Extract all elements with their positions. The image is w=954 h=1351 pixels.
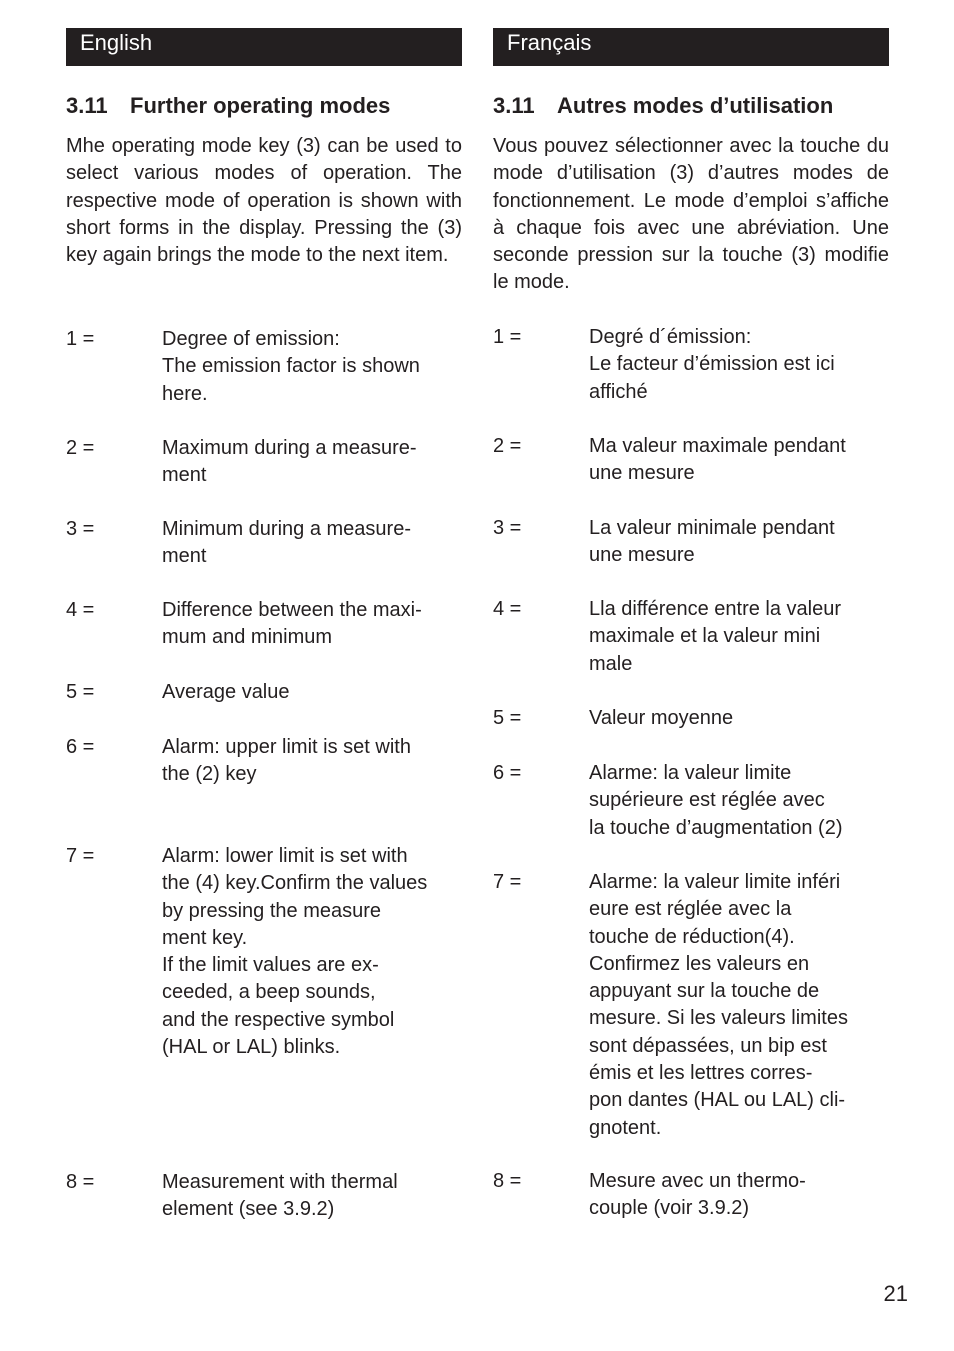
mode-item-line: Confirmez les valeurs en [589, 952, 810, 975]
mode-item [66, 679, 462, 706]
mode-item-description [162, 516, 462, 571]
mode-item-line: ment [162, 545, 207, 568]
mode-item-line: Mesure avec un thermo- [589, 1170, 806, 1192]
mode-item-line: sont dépassées, un bip est [589, 1034, 827, 1057]
mode-item-line: affiché [589, 380, 648, 403]
mode-item-line: maximale et la valeur mini [589, 625, 821, 648]
mode-item-line: Measurement with thermal [162, 1171, 398, 1193]
mode-item-line: émis et les lettres corres- [589, 1062, 813, 1085]
mode-item [493, 324, 889, 406]
mode-item-line: Le facteur d’émission est ici [589, 353, 835, 376]
mode-item-description [589, 869, 889, 1142]
mode-item-line: Alarm: upper limit is set with [162, 736, 411, 758]
mode-item-line: element (see 3.9.2) [162, 1198, 335, 1221]
english-section-number: 3.11 [66, 93, 108, 118]
mode-item-line: the (4) key.Confirm the values [162, 872, 428, 895]
mode-item-number: 2 = [493, 435, 522, 457]
mode-item-line: Alarme: la valeur limite inféri [589, 871, 841, 893]
mode-item-description [589, 705, 889, 732]
mode-item-number: 4 = [493, 598, 522, 620]
french-intro-paragraph: Vous pouvez sélectionner avec la touche du mode d’utilisation (3) d’autres modes de fonctionnement. Le mode d’emploi s’affiche à chaque fois avec une abréviation. Une seconde pression sur la touche (3) modifie le mode. [493, 135, 889, 294]
mode-item-description [162, 326, 462, 408]
mode-item-number: 7 = [493, 871, 522, 893]
mode-item [493, 596, 889, 678]
mode-item [66, 435, 462, 490]
page-number: 21 [883, 1281, 908, 1306]
mode-item-line: appuyant sur la touche de [589, 980, 820, 1003]
french-header: Français [493, 28, 889, 66]
mode-item [66, 734, 462, 789]
mode-item-number: 7 = [66, 845, 95, 867]
mode-item-line: gnotent. [589, 1116, 662, 1139]
english-intro-paragraph: Mhe operating mode key (3) can be used to select various modes of operation. The respective mode of operation is shown with short forms in the display. Pressing the (3) key again brings the mode to the next item. [66, 135, 462, 267]
mode-item-line: Alarm: lower limit is set with [162, 845, 408, 867]
mode-item [493, 1168, 889, 1223]
mode-item [493, 760, 889, 842]
english-section-title-text: Further operating modes [130, 93, 391, 118]
mode-item-description [589, 596, 889, 678]
mode-item-line: the (2) key [162, 763, 257, 786]
mode-item [66, 326, 462, 408]
mode-item-number: 1 = [66, 328, 95, 350]
mode-item-number: 8 = [493, 1170, 522, 1192]
mode-item-line: Maximum during a measure- [162, 437, 417, 459]
mode-item-line: ceeded, a beep sounds, [162, 981, 376, 1004]
mode-item-line: ment key. [162, 926, 248, 949]
mode-item-line: pon dantes (HAL ou LAL) cli- [589, 1089, 846, 1112]
mode-item-line: and the respective symbol [162, 1008, 395, 1031]
mode-item-line: touche de réduction(4). [589, 925, 795, 948]
mode-item-line: une mesure [589, 462, 695, 485]
mode-item-line: by pressing the measure [162, 899, 382, 922]
french-section-title [493, 92, 889, 120]
mode-item-line: mum and minimum [162, 626, 333, 649]
mode-item [66, 597, 462, 652]
french-section-title-text: Autres modes d’utilisation [557, 93, 834, 118]
mode-item-line: une mesure [589, 544, 695, 567]
mode-item-line: Difference between the maxi- [162, 599, 422, 621]
mode-item-description [589, 760, 889, 842]
mode-item-line: Ma valeur maximale pendant [589, 435, 846, 457]
mode-item [493, 869, 889, 1142]
mode-item [493, 433, 889, 488]
mode-item-line: here. [162, 382, 208, 405]
mode-item-number: 6 = [66, 736, 95, 758]
mode-item-number: 5 = [493, 707, 522, 729]
mode-item-line: Lla différence entre la valeur [589, 598, 842, 620]
mode-item-line: mesure. Si les valeurs limites [589, 1007, 848, 1030]
english-section-title [66, 92, 462, 120]
mode-item-line: Degré d´émission: [589, 326, 752, 348]
mode-item-description [162, 679, 462, 706]
mode-item-description [162, 597, 462, 652]
mode-item-number: 3 = [66, 518, 95, 540]
mode-item-number: 5 = [66, 681, 95, 703]
mode-item-line: eure est réglée avec la [589, 898, 792, 921]
mode-item-description [162, 843, 462, 1061]
mode-item-description [589, 433, 889, 488]
mode-item-number: 4 = [66, 599, 95, 621]
english-header: English [66, 28, 462, 66]
mode-item-line: Degree of emission: [162, 328, 340, 350]
mode-item-number: 6 = [493, 762, 522, 784]
french-section-number: 3.11 [493, 93, 535, 118]
mode-item-description [162, 1169, 462, 1224]
mode-item-number: 1 = [493, 326, 522, 348]
mode-item [493, 705, 889, 732]
mode-item-number: 8 = [66, 1171, 95, 1193]
mode-item [66, 1169, 462, 1224]
mode-item-line: la touche d’augmentation (2) [589, 816, 843, 839]
mode-item-line: ment [162, 464, 207, 487]
mode-item-line: supérieure est réglée avec [589, 789, 825, 812]
mode-item-line: Valeur moyenne [589, 707, 734, 729]
mode-item-number: 3 = [493, 517, 522, 539]
mode-item [493, 515, 889, 570]
mode-item-line: Minimum during a measure- [162, 518, 411, 540]
mode-item-line: male [589, 652, 633, 675]
mode-item-line: La valeur minimale pendant [589, 517, 835, 539]
mode-item [66, 516, 462, 571]
mode-item-line: (HAL or LAL) blinks. [162, 1036, 341, 1059]
mode-item-line: Alarme: la valeur limite [589, 762, 792, 784]
mode-item-line: If the limit values are ex- [162, 954, 379, 977]
mode-item-line: Average value [162, 681, 290, 703]
mode-item-description [589, 324, 889, 406]
mode-item-description [162, 435, 462, 490]
mode-item-description [162, 734, 462, 789]
mode-item-description [589, 515, 889, 570]
mode-item-line: The emission factor is shown [162, 355, 420, 378]
mode-item-line: couple (voir 3.9.2) [589, 1197, 750, 1220]
mode-item-description [589, 1168, 889, 1223]
mode-item-number: 2 = [66, 437, 95, 459]
mode-item [66, 843, 462, 1061]
